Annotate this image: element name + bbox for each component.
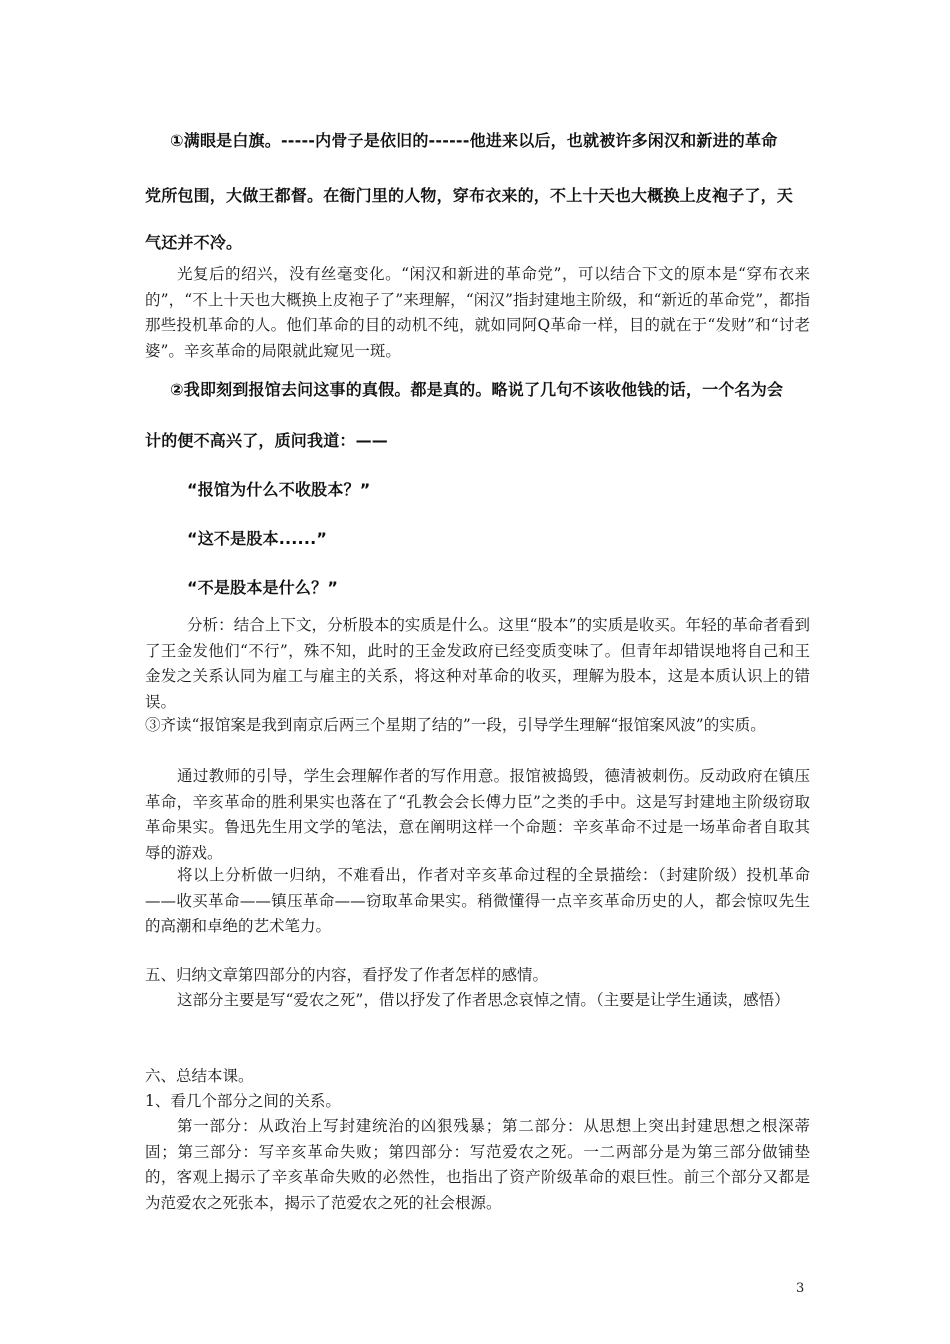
section-6-heading: 六、总结本课。 — [145, 1067, 254, 1085]
analysis-1: 光复后的绍兴，没有丝毫变化。“闲汉和新进的革命党”，可以结合下文的原本是“穿布衣来的”，“不上十天也大概换上皮袍子了”来理解，“闲汉”指封建地主阶级，和“新近的革命党”，都指那些投机革命的人。他们革命的目的动机不纯，就如同阿Q革命一样，目的就在于“发财”和“讨老婆”。辛亥革命的局限就此窥见一斑。 — [145, 265, 810, 360]
section-6-subheading: 1、看几个部分之间的关系。 — [145, 1092, 341, 1110]
item-3-paragraph-2: 将以上分析做一归纳，不难看出，作者对辛亥革命过程的全景描绘：（封建阶级）投机革命——收买革命——镇压革命——窃取革命果实。稍微懂得一点辛亥革命历史的人，都会惊叹先生的高潮和卓绝的艺术笔力。 — [145, 866, 810, 935]
page-number: 3 — [796, 1281, 805, 1296]
quote-2-line-1: ②我即刻到报馆去问这事的真假。都是真的。略说了几句不该收他钱的话，一个名为会 — [170, 380, 784, 399]
quote-1-line-3: 气还并不冷。 — [145, 233, 243, 252]
quote-2-line-2: 计的便不高兴了，质问我道：—— — [145, 431, 389, 450]
item-3-paragraph-1: 通过教师的引导，学生会理解作者的写作用意。报馆被捣毁，德清被刺伤。反动政府在镇压革命，辛亥革命的胜利果实也落在了“孔教会会长傅力臣”之类的手中。这是写封建地主阶级窃取革命果实。鲁迅先生用文学的笔法，意在阐明这样一个命题：辛亥革命不过是一场革命者自取其辱的游戏。 — [145, 767, 810, 862]
section-6-body: 第一部分：从政治上写封建统治的凶狠残暴；第二部分：从思想上突出封建思想之根深蒂固；第三部分：写辛亥革命失败；第四部分：写范爱农之死。一二两部分是为第三部分做铺垫的，客观上揭示了辛亥革命失败的必然性，也指出了资产阶级革命的艰巨性。前三个部分又都是为范爱农之死张本，揭示了范爱农之死的社会根源。 — [145, 1117, 810, 1212]
quote-1-line-2: 党所包围，大做王都督。在衙门里的人物，穿布衣来的，不上十天也大概换上皮袍子了，天 — [145, 186, 794, 205]
dialogue-line-1: “报馆为什么不收股本？” — [187, 480, 371, 499]
item-3: ③齐读“报馆案是我到南京后两三个星期了结的”一段，引导学生理解“报馆案风波”的实质。 — [145, 716, 766, 734]
section-5-heading: 五、归纳文章第四部分的内容，看抒发了作者怎样的感情。 — [145, 966, 549, 984]
section-5-body: 这部分主要是写“爱农之死”，借以抒发了作者思念哀悼之情。（主要是让学生通读，感悟） — [177, 991, 790, 1009]
dialogue-line-2: “这不是股本......” — [187, 529, 328, 548]
analysis-2: 分析：结合上下文，分析股本的实质是什么。这里“股本”的实质是收买。年轻的革命者看到了王金发他们“不行”，殊不知，此时的王金发政府已经变质变味了。但青年却错误地将自己和王金发之关系认同为雇工与雇主的关系，将这种对革命的收买，理解为股本，这是本质认识上的错误。 — [145, 616, 810, 711]
quote-1-line-1: ①满眼是白旗。-----内骨子是依旧的------他进来以后，也就被许多闲汉和新进的革命 — [170, 131, 778, 150]
dialogue-line-3: “不是股本是什么？” — [187, 578, 339, 597]
